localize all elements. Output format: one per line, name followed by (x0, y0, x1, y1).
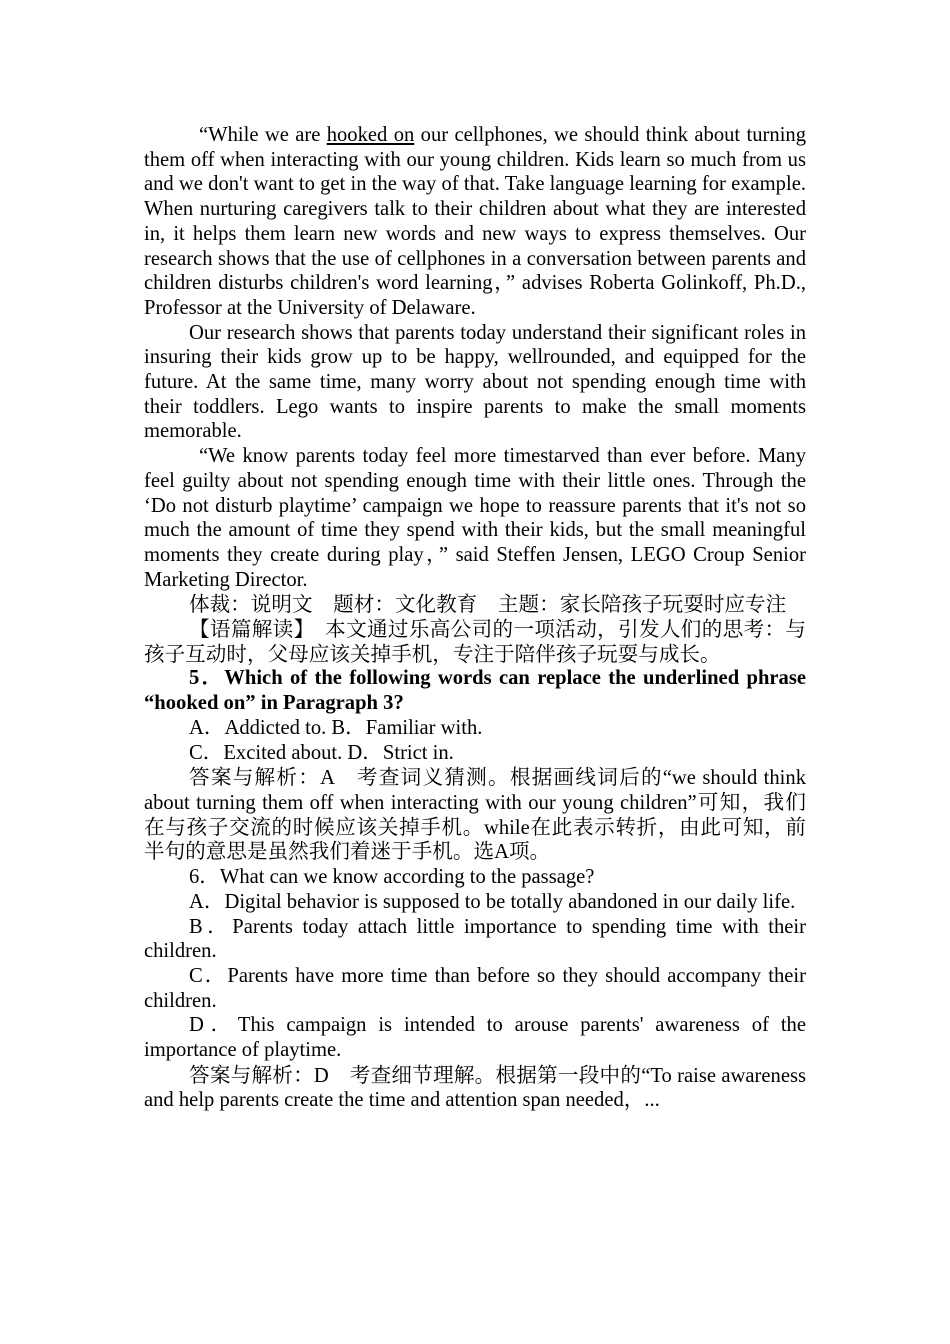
passage-paragraph-1 (144, 123, 806, 321)
analysis-label: 【语篇解读】 (189, 617, 305, 642)
answer-label: 答案与解析： (189, 765, 321, 790)
answer-text: A 考查词义猜测。根据画线词后的“we should think about turning them off when interacting with our young children”可知，我们在与孩子交流的时候应该关掉手机。while在此表示转折，由此可知，前半句的意思是虽然我们着迷于手机。选A项。 (144, 767, 806, 864)
p1-rest: our cellphones, we should think about turning them off when interacting with our young children. Kids learn so much from us and we don't want to get in the way of that. Take language learning for example. When nurturing caregivers talk to their children about what they are interested in, it helps them learn new words and new ways to express themselves. Our research shows that the use of cellphones in a conversation between parents and children disturbs children's word learning，” advises Roberta Golinkoff, Ph.D., Professor at the University of Delaware. (144, 124, 807, 319)
answer-text: D 考查细节理解。根据第一段中的“To raise awareness and help parents create the time and attention span needed，... (144, 1064, 806, 1112)
document-page (144, 123, 806, 1113)
question-5-options-ab: A．Addicted to. B．Familiar with. (189, 716, 483, 739)
question-5-options-cd: C．Excited about. D．Strict in. (189, 741, 454, 764)
answer-label: 答案与解析： (189, 1062, 314, 1087)
question-6-option-b: B．Parents today attach little importance to spending time with their children. (144, 915, 806, 963)
question-5-answer (144, 765, 806, 865)
question-6-answer (144, 1063, 806, 1113)
question-6-option-d: D．This campaign is intended to arouse parents' awareness of the importance of playtime. (144, 1014, 806, 1062)
question-6-option-c: C．Parents have more time than before so they should accompany their children. (144, 964, 806, 1012)
underlined-phrase: hooked on (326, 124, 415, 146)
question-6-stem: 6．What can we know according to the passage? (189, 866, 595, 889)
passage-paragraph-2: Our research shows that parents today understand their significant roles in insuring their kids grow up to be happy, wellrounded, and equipped for the future. At the same time, many worry about not spending enough time with their toddlers. Lego wants to inspire parents to make the small moments memorable. (144, 321, 806, 443)
question-5-stem: 5．Which of the following words can replace the underlined phrase “hooked on” in Paragraph 3? (144, 667, 806, 715)
passage-paragraph-3: “We know parents today feel more timestarved than ever before. Many feel guilty about not spending enough time with their little ones. Through the ‘Do not disturb playtime’ campaign we hope to reassure parents that it's not so much the amount of time they spend with their kids, but the small meaningful moments they create during play，” said Steffen Jensen, LEGO Croup Senior Marketing Director. (144, 445, 806, 591)
question-6-option-a: A．Digital behavior is supposed to be totally abandoned in our daily life. (189, 890, 796, 913)
p1-open: “While we are (199, 124, 327, 146)
discourse-analysis (144, 617, 806, 666)
analysis-text: 本文通过乐高公司的一项活动，引发人们的思考：与孩子互动时，父母应该关掉手机，专注于陪伴孩子玩耍与成长。 (144, 617, 807, 666)
meta-line: 体裁：说明文 题材：文化教育 主题：家长陪孩子玩耍时应专注 (189, 592, 787, 617)
